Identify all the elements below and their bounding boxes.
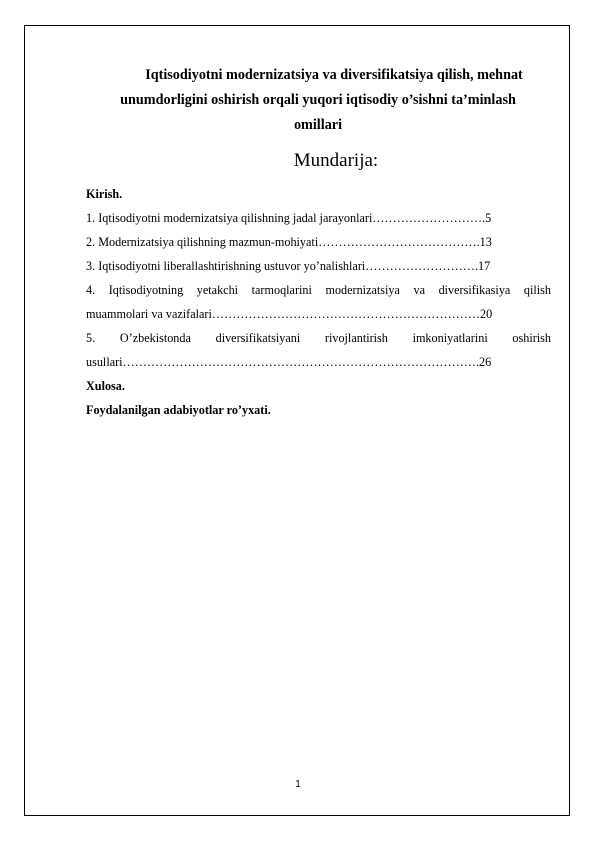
title-line-1: Iqtisodiyotni modernizatsiya va diversifikatsiya qilish, mehnat — [145, 67, 523, 83]
title-line-3: omillari — [293, 117, 343, 133]
toc-item-5-line-1: 5. O’zbekistonda diversifikatsiyani rivojlantirish imkoniyatlarini oshirish — [86, 331, 551, 345]
document-title — [86, 63, 550, 138]
toc-intro: Kirish. — [86, 187, 123, 201]
toc-item-1: 1. Iqtisodiyotni modernizatsiya qilishning jadal jarayonlari……………………….5 — [86, 211, 492, 225]
table-of-contents — [86, 182, 551, 422]
title-line-2: unumdorligini oshirish orqali yuqori iqtisodiy o’sishni ta’minlash — [120, 92, 516, 108]
toc-item-2: 2. Modernizatsiya qilishning mazmun-mohiyati………………………………….13 — [86, 235, 492, 249]
contents-heading: Mundarija: — [293, 150, 379, 171]
toc-conclusion: Xulosa. — [86, 379, 125, 393]
toc-item-4-line-2: muammolari va vazifalari…………………………………………………………20 — [86, 307, 493, 321]
page-number: 1 — [295, 779, 301, 790]
toc-item-3: 3. Iqtisodiyotni liberallashtirishning ustuvor yo’nalishlari……………………….17 — [86, 259, 491, 273]
toc-item-4-line-1: 4. Iqtisodiyotning yetakchi tarmoqlarini modernizatsiya va diversifikasiya qilish — [86, 283, 551, 297]
toc-item-5-line-2: usullari…………………………………………………………………………….26 — [86, 355, 492, 369]
toc-references: Foydalanilgan adabiyotlar ro’yxati. — [86, 403, 271, 417]
